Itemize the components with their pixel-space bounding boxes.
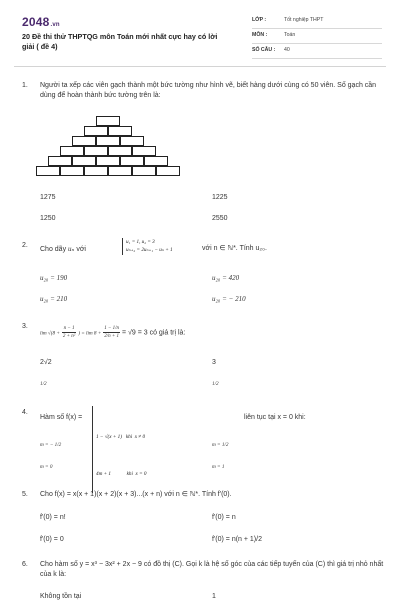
meta-label: MÔN : xyxy=(252,32,268,39)
question-connector: với xyxy=(76,246,86,253)
limit-left: lim √(8 + xyxy=(40,330,60,337)
question-text: Cho f(x) = x(x + 1)(x + 2)(x + 3)...(x + n) với n ∈ ℕ*. Tính f'(0). xyxy=(40,491,232,498)
brick xyxy=(60,166,84,176)
question-text: Cho hàm số y = x³ − 3x² + 2x − 9 có đồ thị (C). Gọi k là hệ số góc của các tiếp tuyến của (C) thì giá trị nhỏ nhất của k là: xyxy=(40,561,384,579)
answer-option-c[interactable]: f'(0) = 0 xyxy=(40,536,64,543)
answer-option-c[interactable]: 1250 xyxy=(40,215,56,222)
piecewise-function xyxy=(92,406,147,493)
recurrence-line: uₙ₊₂ = 2uₙ₊₁ − uₙ + 1 xyxy=(126,247,173,254)
answer-option-d[interactable]: 2550 xyxy=(212,215,228,222)
answer-option-b[interactable]: m = 1/2 xyxy=(212,442,229,448)
question-number: 4. xyxy=(22,409,28,416)
fraction-numerator: 1 − 1/n xyxy=(103,325,120,333)
brick xyxy=(48,156,72,166)
meta-row-subject xyxy=(252,29,382,44)
brick xyxy=(132,146,156,156)
answer-option-a[interactable]: u₂₀ = 190 xyxy=(40,274,68,282)
meta-value: Toán xyxy=(284,32,296,39)
meta-value: 40 xyxy=(284,47,290,54)
brick xyxy=(84,126,108,136)
answer-option-b[interactable]: f'(0) = n xyxy=(212,514,236,521)
question-condition: liên tục tại x = 0 khi: xyxy=(244,414,306,421)
brick xyxy=(96,116,120,126)
brick xyxy=(120,156,144,166)
question-condition: với n ∈ ℕ*. Tính u₂₀. xyxy=(202,245,267,252)
fraction xyxy=(103,325,120,341)
brick xyxy=(36,166,60,176)
brick-wall-figure xyxy=(40,116,176,176)
answer-option-b[interactable]: 1225 xyxy=(212,194,228,201)
limit-right: = √9 = 3 có giá trị là: xyxy=(122,329,186,337)
header-divider xyxy=(14,66,386,67)
question-text: Người ta xếp các viên gạch thành một bức tường như hình vẽ, biết hàng dưới cùng có 50 viên. Số gạch cần dùng để hoàn thành bức tường trên là: xyxy=(40,82,377,100)
brick xyxy=(108,126,132,136)
piece-line: 4m + 1 khi x = 0 xyxy=(96,471,147,478)
brick xyxy=(108,146,132,156)
answer-option-b[interactable]: 3 xyxy=(212,359,216,366)
question-number: 3. xyxy=(22,323,28,330)
limit-middle: ) = lim 8 + xyxy=(78,330,102,337)
answer-option-d[interactable]: u₂₀ = − 210 xyxy=(212,295,246,303)
answer-option-a[interactable]: Không tồn tại xyxy=(40,593,82,600)
sequence-symbol: uₙ xyxy=(68,245,75,253)
recurrence-line: u₁ = 1, u₂ = 3 xyxy=(126,239,155,245)
recurrence-system xyxy=(122,238,173,255)
brick xyxy=(84,146,108,156)
question-prefix: Cho dãy xyxy=(40,246,67,253)
meta-row-count xyxy=(252,44,382,59)
meta-row-class xyxy=(252,14,382,29)
answer-option-d[interactable]: 1/2 xyxy=(212,381,219,387)
logo-suffix: .vn xyxy=(50,22,60,28)
meta-value: Tốt nghiệp THPT xyxy=(284,17,324,24)
brick xyxy=(132,166,156,176)
question-number: 2. xyxy=(22,242,28,249)
fraction-denominator: 2 + n² xyxy=(62,334,76,340)
answer-option-a[interactable]: 2√2 xyxy=(40,359,52,366)
answer-option-c[interactable]: m = 0 xyxy=(40,464,53,470)
brick xyxy=(156,166,180,176)
answer-option-b[interactable]: 1 xyxy=(212,593,216,600)
document-title: 20 Đề thi thử THPTQG môn Toán mới nhất cực hay có lời giải ( đề 4) xyxy=(22,32,218,51)
answer-option-a[interactable]: m = − 1/2 xyxy=(40,442,62,448)
question-number: 5. xyxy=(22,491,28,498)
answer-option-c[interactable]: 1/2 xyxy=(40,381,47,387)
meta-label: LỚP : xyxy=(252,17,267,24)
brick xyxy=(120,136,144,146)
site-logo[interactable] xyxy=(22,14,60,30)
fraction xyxy=(62,325,76,341)
brick xyxy=(84,166,108,176)
brick xyxy=(108,166,132,176)
question-text-prefix xyxy=(40,244,86,255)
brick xyxy=(60,146,84,156)
brick xyxy=(144,156,168,166)
brick xyxy=(72,136,96,146)
limit-expression xyxy=(40,325,185,341)
answer-option-a[interactable]: 1275 xyxy=(40,194,56,201)
answer-option-b[interactable]: u₂₀ = 420 xyxy=(212,274,240,282)
meta-table xyxy=(252,14,382,59)
brick xyxy=(96,136,120,146)
logo-text: 2048 xyxy=(22,15,50,29)
piece-line: 1 − √(x + 1) khi x ≠ 0 xyxy=(96,433,146,440)
fraction-denominator: 2/n + 1 xyxy=(104,334,120,340)
answer-option-c[interactable]: u₂₀ = 210 xyxy=(40,295,68,303)
answer-option-a[interactable]: f'(0) = n! xyxy=(40,514,66,521)
answer-option-d[interactable]: f'(0) = n(n + 1)/2 xyxy=(212,536,262,543)
question-number: 1. xyxy=(22,82,28,89)
brick xyxy=(72,156,96,166)
meta-label: SỐ CÂU : xyxy=(252,47,276,54)
question-number: 6. xyxy=(22,561,28,568)
function-prefix: Hàm số f(x) = xyxy=(40,414,83,421)
fraction-numerator: n − 1 xyxy=(62,325,76,333)
answer-option-d[interactable]: m = 1 xyxy=(212,464,225,470)
brick xyxy=(96,156,120,166)
